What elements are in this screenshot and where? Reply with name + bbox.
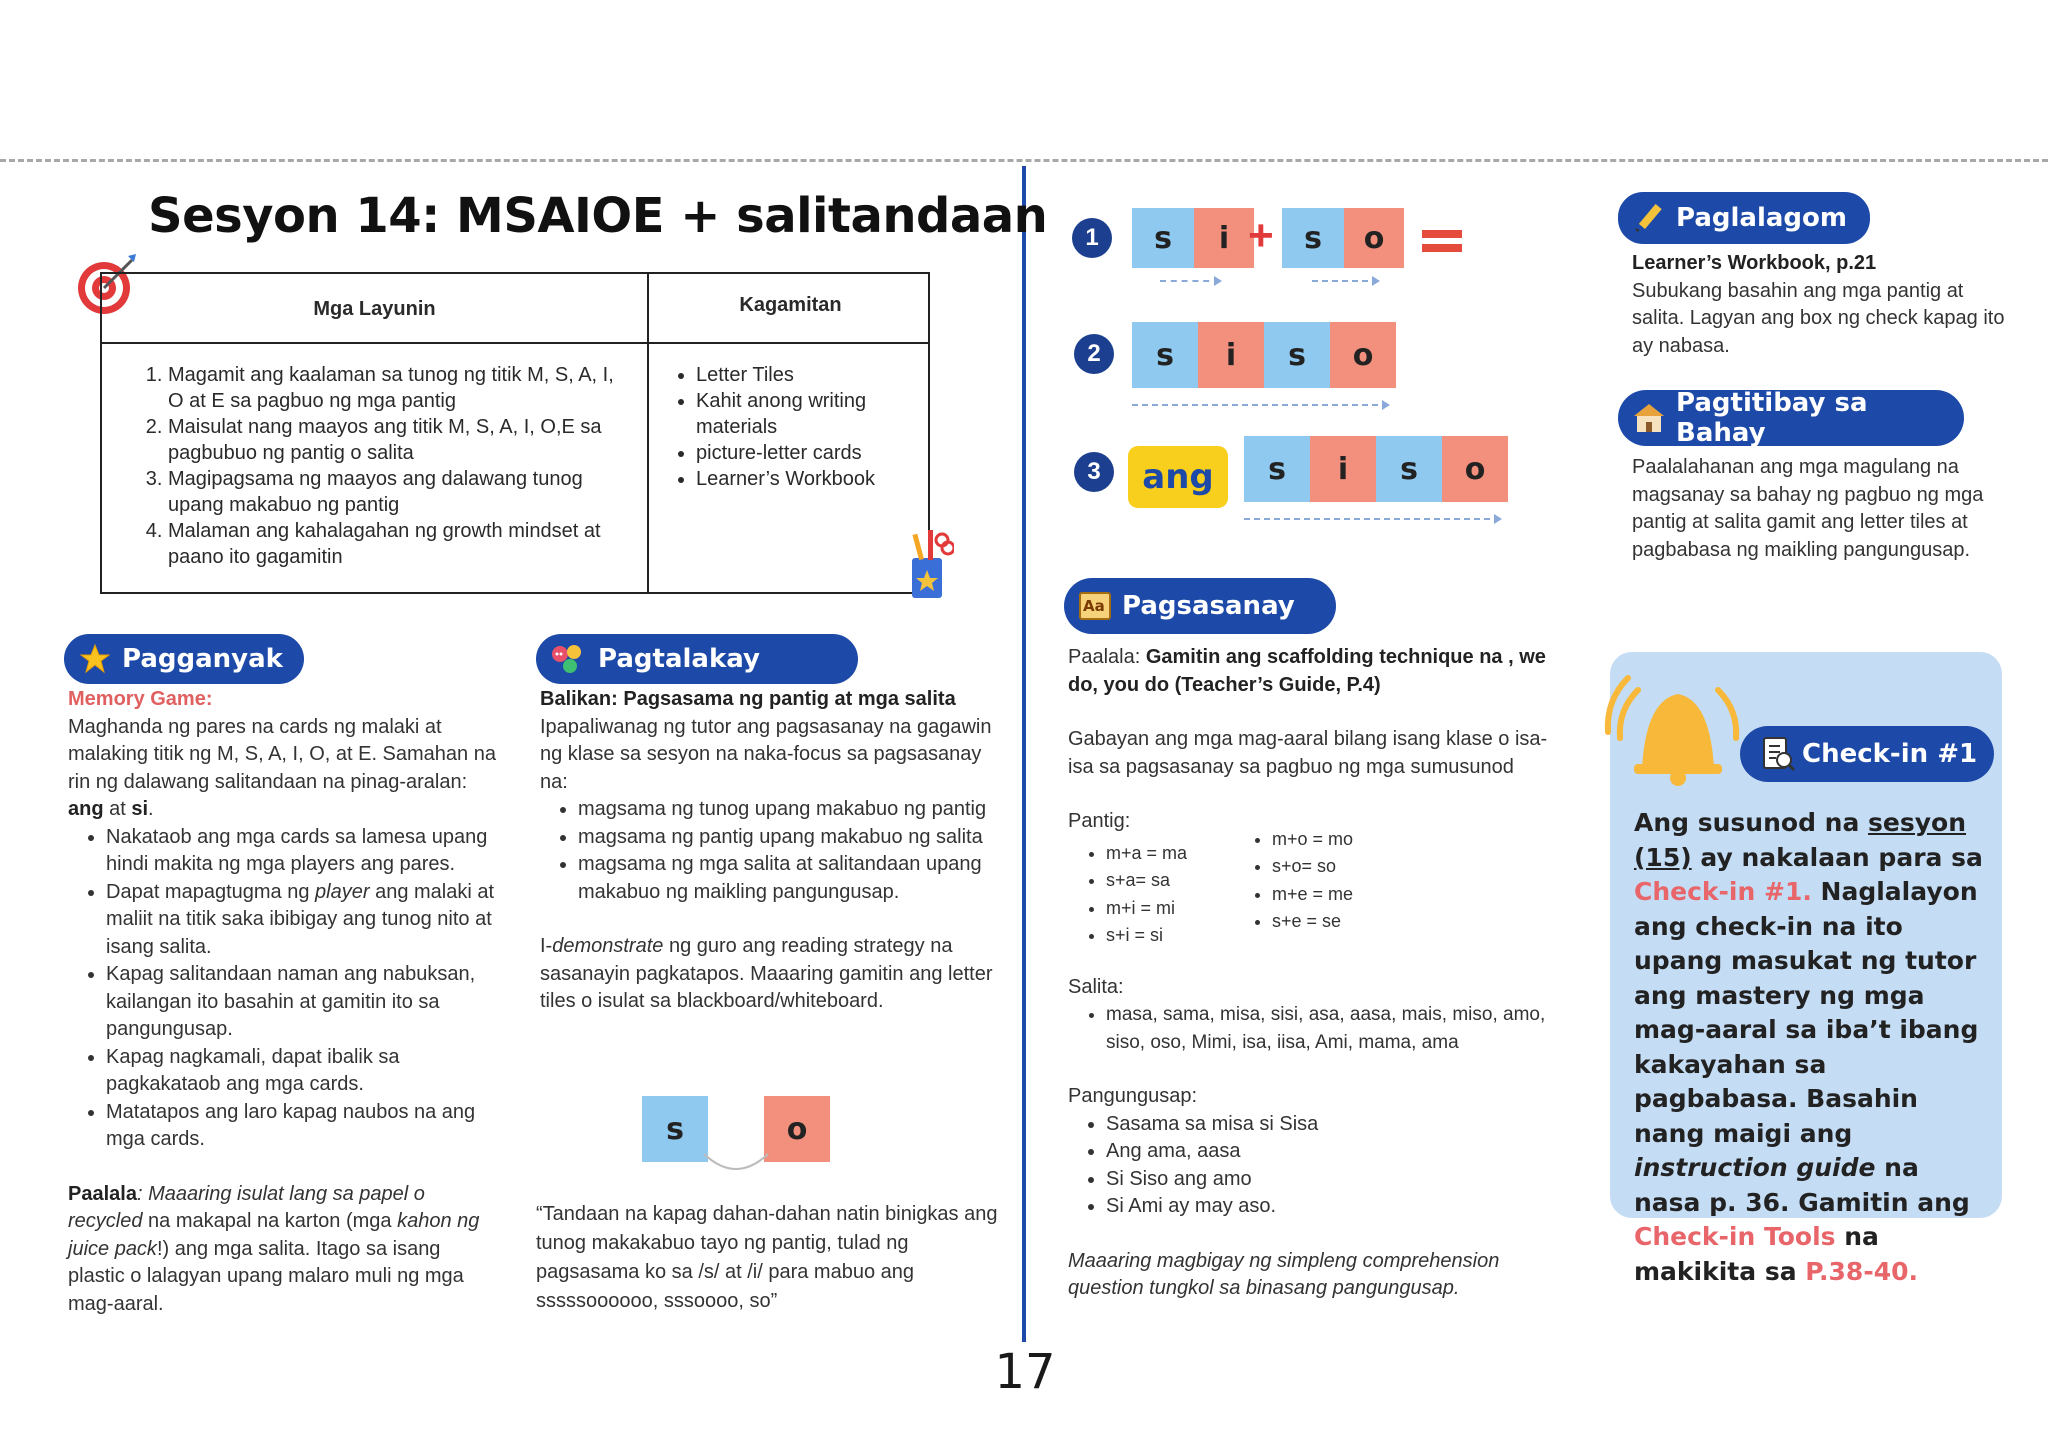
step-number-1: 1 <box>1072 218 1112 258</box>
pagsasanay-gabayan: Gabayan ang mga mag-aaral bilang isang klase o isa-isa sa pagsasanay sa pagbuo ng mga sumusunod <box>1068 728 1548 778</box>
list-item: • masa, sama, misa, sisi, asa, aasa, mais, miso, amo, siso, oso, Mimi, isa, iisa, Ami, mama, ama <box>1106 1001 1568 1056</box>
list-item: • m+o = mo <box>1272 826 1434 854</box>
table-header-kagamitan: Kagamitan <box>739 294 842 316</box>
memory-game-title: Memory Game: <box>68 688 213 710</box>
list-item: • s+a= sa <box>1106 867 1234 895</box>
list-item: • Si Siso ang amo <box>1106 1166 1568 1194</box>
list-item: 3. Magipagsama ng maayos ang dalawang tunog upang makabuo ng pantig <box>168 466 632 518</box>
list-item: 1. Magamit ang kaalaman sa tunog ng titik M, S, A, I, O at E sa pagbuo ng mga pantig <box>168 362 632 414</box>
pagtalakay-label: Pagtalakay <box>598 644 760 674</box>
list-item: • Dapat mapagtugma ng player ang malaki at maliit na titik saka ibibigay ang tunog nito at isang salita. <box>106 879 498 962</box>
pantig-label: Pantig: <box>1068 810 1131 832</box>
pagsasanay-body <box>1068 644 1568 1303</box>
equals-icon <box>1422 230 1462 238</box>
letter-tile-o: o <box>764 1096 830 1162</box>
letter-tile: o <box>1344 208 1404 268</box>
checkin-label: Check-in #1 <box>1802 739 1978 769</box>
letter-tile: i <box>1198 322 1264 388</box>
pagsasanay-note: Maaaring magbigay ng simpleng comprehension question tungkol sa binasang pangungusap. <box>1068 1249 1500 1299</box>
pagganyak-heading <box>64 634 304 684</box>
pagganyak-bullets <box>68 824 498 1154</box>
list-item: • s+o= so <box>1272 853 1434 881</box>
list-item: • Learner’s Workbook <box>696 466 914 492</box>
page-number: 17 <box>994 1344 1056 1400</box>
list-item: • Ang ama, aasa <box>1106 1138 1568 1166</box>
list-item: • magsama ng pantig upang makabuo ng salita <box>578 824 1000 852</box>
top-dashed-line <box>0 159 2048 162</box>
list-item: • s+i = si <box>1106 922 1234 950</box>
letter-tile: s <box>1376 436 1442 502</box>
list-item: • Sasama sa misa si Sisa <box>1106 1111 1568 1139</box>
checkin-heading <box>1740 726 1994 782</box>
letter-tile: s <box>1132 208 1194 268</box>
arrow <box>1244 518 1500 520</box>
pagganyak-intro: Maghanda ng pares na cards ng malaki at malaking titik ng M, S, A, I, O, at E. Samahan na rin ng dalawang salitandaan na pinag-aralan: ang at si. <box>68 715 496 820</box>
letter-tile-s: s <box>642 1096 708 1162</box>
list-item: • Matatapos ang laro kapag naubos na ang mga cards. <box>106 1099 498 1154</box>
plus-icon: + <box>1248 211 1274 260</box>
arrow <box>1160 280 1220 282</box>
layunin-list <box>142 362 632 570</box>
pagganyak-paalala: Paalala: Maaaring isulat lang sa papel o recycled na makapal na karton (mga kahon ng juice pack!) ang mga salita. Itago sa isang plastic o lalagyan upang malaro muli ng mga mag-aaral. <box>68 1182 480 1315</box>
pagtitibay-label: Pagtitibay sa Bahay <box>1676 388 1868 448</box>
pagtalakay-intro: Ipapaliwanag ng tutor ang pagsasanay na gagawin ng klase sa sesyon na naka-focus sa pagsasanay na: <box>540 715 992 793</box>
salitandaan-tile-ang: ang <box>1128 446 1228 508</box>
pagtalakay-heading <box>536 634 858 684</box>
pencil-cup-icon <box>904 528 954 600</box>
column-divider <box>1022 166 1026 1342</box>
pagtitibay-heading <box>1618 390 1964 446</box>
paglalagom-workbook: Learner’s Workbook, p.21 <box>1632 252 1877 274</box>
pagtalakay-quote: “Tandaan na kapag dahan-dahan natin binigkas ang tunog makakabuo tayo ng pantig, tulad ng pagsasama ko sa /s/ at /i/ para mabuo ang sssssoooooo, sssoooo, so” <box>536 1203 998 1312</box>
step-number-2: 2 <box>1074 334 1114 374</box>
letter-tile: s <box>1244 436 1310 502</box>
objectives-table <box>100 272 930 594</box>
paglalagom-heading <box>1618 192 1870 244</box>
pagsasanay-paalala: Paalala: Gamitin ang scaffolding technique na , we do, you do (Teacher’s Guide, P.4) <box>1068 646 1546 696</box>
list-item: 2. Maisulat nang maayos ang titik M, S, A, I, O,E sa pagbubuo ng pantig o salita <box>168 414 632 466</box>
step-number-3: 3 <box>1074 452 1114 492</box>
letter-tile: s <box>1282 208 1344 268</box>
paglalagom-label: Paglalagom <box>1676 203 1847 233</box>
svg-text:Aa: Aa <box>1083 597 1105 615</box>
pagtalakay-subtitle: Balikan: Pagsasama ng pantig at mga salita <box>540 688 956 710</box>
list-item: • Kapag nagkamali, dapat ibalik sa pagkakataob ang mga cards. <box>106 1044 498 1099</box>
arrow <box>1312 280 1378 282</box>
pagganyak-body <box>68 686 498 1318</box>
star-icon <box>78 642 112 676</box>
list-item: • Si Ami ay may aso. <box>1106 1193 1568 1221</box>
paglalagom-body <box>1632 250 2012 360</box>
table-header-layunin: Mga Layunin <box>313 298 436 320</box>
letter-tile: o <box>1442 436 1508 502</box>
paglalagom-text: Subukang basahin ang mga pantig at salita. Lagyan ang box ng check kapag ito ay nabasa. <box>1632 279 2005 357</box>
list-item: • Kahit anong writing materials <box>696 388 914 440</box>
pangungusap-label: Pangungusap: <box>1068 1085 1198 1107</box>
letter-tile: o <box>1330 322 1396 388</box>
checkin-text: Ang susunod na sesyon (15) ay nakalaan para sa Check-in #1. Naglalayon ang check-in na ito upang masukat ng tutor ang mastery ng mga mag-aaral sa iba’t ibang kakayahan sa pagbabasa. Basahin nang maigi ang instruction guide na nasa p. 36. Gamitin ang Check-in Tools na makikita sa P.38-40. <box>1634 808 1983 1286</box>
connector-arc <box>700 1150 772 1180</box>
list-item: • Nakataob ang mga cards sa lamesa upang hindi makita ng mga players ang pares. <box>106 824 498 879</box>
chat-bubbles-icon <box>550 642 584 676</box>
pagtalakay-bullets <box>540 796 1000 906</box>
list-item: • Letter Tiles <box>696 362 914 388</box>
book-icon <box>1078 589 1112 623</box>
bell-icon <box>1598 660 1748 790</box>
list-item: • s+e = se <box>1272 908 1434 936</box>
pagganyak-label: Pagganyak <box>122 644 283 674</box>
list-item: 4. Malaman ang kahalagahan ng growth mindset at paano ito gagamitin <box>168 518 632 570</box>
letter-tile: i <box>1310 436 1376 502</box>
kagamitan-list <box>674 362 914 492</box>
list-item: • m+i = mi <box>1106 895 1234 923</box>
page-title: Sesyon 14: MSAIOE + salitandaan <box>148 188 1048 244</box>
list-item: • picture-letter cards <box>696 440 914 466</box>
list-item: • magsama ng tunog upang makabuo ng pantig <box>578 796 1000 824</box>
pencil-icon <box>1632 201 1666 235</box>
list-item: • m+e = me <box>1272 881 1434 909</box>
letter-tile: s <box>1132 322 1198 388</box>
house-icon <box>1632 401 1666 435</box>
pagtitibay-text: Paalalahanan ang mga magulang na magsanay sa bahay ng pagbuo ng mga pantig at salita gamit ang letter tiles at pagbabasa ng maikling pangungusap. <box>1632 456 1984 561</box>
list-item: • magsama ng mga salita at salitandaan upang makabuo ng maikling pangungusap. <box>578 851 1000 906</box>
pagsasanay-label: Pagsasanay <box>1122 591 1295 621</box>
checklist-icon <box>1760 736 1796 772</box>
pagtalakay-demo: I-demonstrate ng guro ang reading strategy na sasanayin pagkatapos. Maaaring gamitin ang letter tiles o isulat sa blackboard/whiteboard. <box>540 935 993 1012</box>
list-item: • m+a = ma <box>1106 840 1234 868</box>
list-item: • Kapag salitandaan naman ang nabuksan, kailangan ito basahin at gamitin ito sa pangungusap. <box>106 961 498 1044</box>
letter-tile: i <box>1194 208 1254 268</box>
pagsasanay-heading <box>1064 578 1336 634</box>
pantig-columns <box>1068 828 1568 950</box>
salita-label: Salita: <box>1068 975 1124 998</box>
arrow <box>1132 404 1388 406</box>
pagtalakay-body <box>540 686 1000 1016</box>
letter-tile: s <box>1264 322 1330 388</box>
